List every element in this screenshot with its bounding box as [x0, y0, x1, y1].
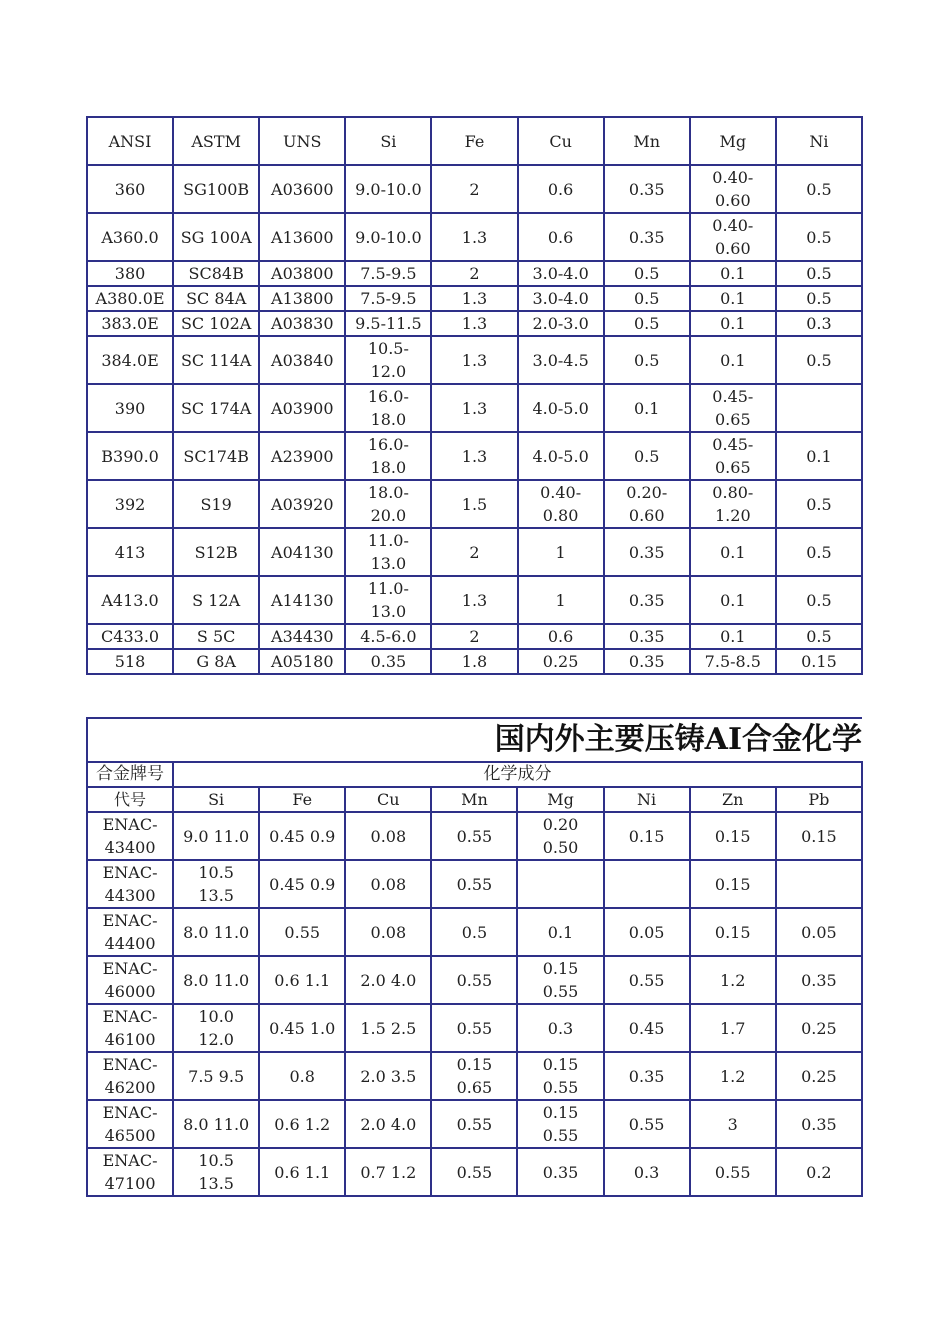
table-cell: 2.0 4.0 — [345, 1100, 431, 1148]
table-row — [87, 311, 862, 336]
table-cell: 0.5 — [776, 576, 862, 624]
table-cell: 0.5 — [776, 624, 862, 649]
table-cell: 1 — [518, 528, 604, 576]
table-cell: S12B — [173, 528, 259, 576]
column-header: UNS — [259, 117, 345, 165]
table-cell: A413.0 — [87, 576, 173, 624]
table-cell: 1.3 — [431, 286, 517, 311]
table-cell: 0.5 — [604, 311, 690, 336]
table-cell: 0.15 — [776, 812, 862, 860]
table-cell: 9.5-11.5 — [345, 311, 431, 336]
table-cell: 7.5-9.5 — [345, 286, 431, 311]
table-cell: 0.55 — [431, 812, 517, 860]
table-title: 国内外主要压铸AI合金化学 — [494, 722, 862, 757]
table-cell: 413 — [87, 528, 173, 576]
table-cell: 4.5-6.0 — [345, 624, 431, 649]
table-cell: 1.3 — [431, 311, 517, 336]
table-cell: 0.55 — [431, 1004, 517, 1052]
table-cell: 0.55 — [431, 1100, 517, 1148]
table-cell: SG 100A — [173, 213, 259, 261]
column-header: Mg — [517, 787, 603, 812]
table-cell: 384.0E — [87, 336, 173, 384]
table-cell: 518 — [87, 649, 173, 674]
table-cell: 383.0E — [87, 311, 173, 336]
table-cell: A04130 — [259, 528, 345, 576]
table-cell: 0.25 — [776, 1052, 862, 1100]
column-header: Cu — [518, 117, 604, 165]
table-cell: 0.8 — [259, 1052, 345, 1100]
table-cell: 2.0-3.0 — [518, 311, 604, 336]
table-cell: 1.2 — [690, 956, 776, 1004]
column-header: Zn — [690, 787, 776, 812]
table-cell: 0.5 — [776, 336, 862, 384]
table-cell: 0.6 — [518, 165, 604, 213]
table-cell: ENAC- 44300 — [87, 860, 173, 908]
table-cell: 0.45 — [604, 1004, 690, 1052]
table-cell: 0.55 — [431, 1148, 517, 1196]
table-cell: 1.2 — [690, 1052, 776, 1100]
table-cell: 3.0-4.0 — [518, 261, 604, 286]
table-cell: 0.5 — [776, 480, 862, 528]
table-cell: 7.5-9.5 — [345, 261, 431, 286]
table-row — [87, 812, 862, 860]
header-row — [87, 117, 862, 165]
column-header: Si — [173, 787, 259, 812]
table-cell: 0.40- 0.60 — [690, 213, 776, 261]
table-cell: B390.0 — [87, 432, 173, 480]
table-cell: 392 — [87, 480, 173, 528]
table-row — [87, 261, 862, 286]
table-cell: SC 84A — [173, 286, 259, 311]
table-cell: 0.1 — [690, 576, 776, 624]
table-cell: 0.45 0.9 — [259, 860, 345, 908]
table-cell: 0.5 — [776, 261, 862, 286]
table-cell: 4.0-5.0 — [518, 432, 604, 480]
table-cell: 0.3 — [776, 311, 862, 336]
table-cell — [776, 860, 862, 908]
die-cast-alloy-chemistry-table — [86, 717, 863, 1197]
table-cell: 0.35 — [776, 1100, 862, 1148]
table-cell: 10.5 13.5 — [173, 860, 259, 908]
table-cell: 0.6 1.2 — [259, 1100, 345, 1148]
table-cell: 0.25 — [518, 649, 604, 674]
table-cell: 0.1 — [690, 624, 776, 649]
table-cell: 0.5 — [776, 528, 862, 576]
table-row — [87, 480, 862, 528]
table-row — [87, 286, 862, 311]
column-header: 代号 — [87, 787, 173, 812]
table-cell: 0.5 — [604, 261, 690, 286]
table-cell: ENAC- 47100 — [87, 1148, 173, 1196]
table-row — [87, 165, 862, 213]
table-row — [87, 624, 862, 649]
header-row — [87, 787, 862, 812]
table-cell: A14130 — [259, 576, 345, 624]
table-cell: 0.6 — [518, 624, 604, 649]
table-cell: 1.3 — [431, 213, 517, 261]
table-cell: ENAC- 46000 — [87, 956, 173, 1004]
table-cell: 8.0 11.0 — [173, 1100, 259, 1148]
table-cell: G 8A — [173, 649, 259, 674]
table-cell: 11.0- 13.0 — [345, 576, 431, 624]
table-cell: 1 — [518, 576, 604, 624]
table-cell: ENAC- 46500 — [87, 1100, 173, 1148]
table-cell: 1.3 — [431, 384, 517, 432]
table-cell: 2 — [431, 261, 517, 286]
table-cell: 0.05 — [604, 908, 690, 956]
table-cell: 0.1 — [690, 528, 776, 576]
table-cell: A05180 — [259, 649, 345, 674]
table-cell: 0.35 — [776, 956, 862, 1004]
table-cell: 1.3 — [431, 336, 517, 384]
title-row — [87, 718, 862, 762]
table-cell: 0.35 — [604, 213, 690, 261]
column-header: ASTM — [173, 117, 259, 165]
chemical-composition-header: 化学成分 — [173, 762, 862, 787]
column-header: Pb — [776, 787, 862, 812]
table-cell: 1.3 — [431, 432, 517, 480]
table-cell: 16.0- 18.0 — [345, 384, 431, 432]
table-cell: 0.25 — [776, 1004, 862, 1052]
table-cell: 0.7 1.2 — [345, 1148, 431, 1196]
table-row — [87, 384, 862, 432]
column-header: Fe — [259, 787, 345, 812]
table-cell: ENAC- 46100 — [87, 1004, 173, 1052]
table-cell: A03830 — [259, 311, 345, 336]
table-cell: 0.08 — [345, 860, 431, 908]
table-cell: 0.45- 0.65 — [690, 432, 776, 480]
table-cell: A23900 — [259, 432, 345, 480]
table-cell: 0.5 — [604, 286, 690, 311]
table-cell: 0.40- 0.60 — [690, 165, 776, 213]
table-cell: 0.6 1.1 — [259, 956, 345, 1004]
column-header: ANSI — [87, 117, 173, 165]
table-cell: 7.5-8.5 — [690, 649, 776, 674]
table-cell: 0.35 — [604, 1052, 690, 1100]
table-cell: A380.0E — [87, 286, 173, 311]
table-cell: 0.45 0.9 — [259, 812, 345, 860]
table-cell: 0.1 — [604, 384, 690, 432]
table-cell: ENAC- 46200 — [87, 1052, 173, 1100]
table-cell: 16.0- 18.0 — [345, 432, 431, 480]
table-cell: 1.3 — [431, 576, 517, 624]
table-cell: 0.1 — [690, 336, 776, 384]
alloy-grade-header: 合金牌号 — [87, 762, 173, 787]
alloy-standards-table — [86, 116, 863, 675]
table-cell: 3 — [690, 1100, 776, 1148]
table-cell: 0.6 — [518, 213, 604, 261]
table-cell: 9.0-10.0 — [345, 165, 431, 213]
table-cell: 11.0- 13.0 — [345, 528, 431, 576]
table-cell: 8.0 11.0 — [173, 908, 259, 956]
table-row — [87, 213, 862, 261]
table-cell: 380 — [87, 261, 173, 286]
table-row — [87, 1052, 862, 1100]
table-row — [87, 1004, 862, 1052]
table-cell: 0.3 — [604, 1148, 690, 1196]
table-cell: 3.0-4.0 — [518, 286, 604, 311]
table-cell: 0.3 — [517, 1004, 603, 1052]
table-cell: 0.55 — [431, 860, 517, 908]
table-cell: 0.5 — [776, 286, 862, 311]
table-cell: 0.5 — [604, 432, 690, 480]
column-header: Ni — [604, 787, 690, 812]
table-cell: A13800 — [259, 286, 345, 311]
table-cell: 1.5 2.5 — [345, 1004, 431, 1052]
table-cell: 4.0-5.0 — [518, 384, 604, 432]
table-cell: 2 — [431, 165, 517, 213]
table-cell: 0.6 1.1 — [259, 1148, 345, 1196]
table-cell: ENAC- 44400 — [87, 908, 173, 956]
table-row — [87, 956, 862, 1004]
table-cell: 0.2 — [776, 1148, 862, 1196]
table-row — [87, 1100, 862, 1148]
table-cell: 0.55 — [259, 908, 345, 956]
table-cell: 0.15 0.55 — [517, 1100, 603, 1148]
table-cell: 8.0 11.0 — [173, 956, 259, 1004]
table-cell: 0.15 0.55 — [517, 1052, 603, 1100]
table-row — [87, 649, 862, 674]
table-cell: 0.08 — [345, 908, 431, 956]
table-cell: 0.15 0.65 — [431, 1052, 517, 1100]
table-cell: S 5C — [173, 624, 259, 649]
table-cell: SC174B — [173, 432, 259, 480]
table-cell: 0.20 0.50 — [517, 812, 603, 860]
table-cell: A34430 — [259, 624, 345, 649]
table-cell: 0.80- 1.20 — [690, 480, 776, 528]
table-cell: 2 — [431, 624, 517, 649]
table-cell: SC 174A — [173, 384, 259, 432]
table-row — [87, 576, 862, 624]
table-cell: 360 — [87, 165, 173, 213]
table-cell: 0.1 — [517, 908, 603, 956]
table-cell: 0.5 — [431, 908, 517, 956]
table-cell: 0.1 — [690, 286, 776, 311]
table-row — [87, 528, 862, 576]
table-cell: SG100B — [173, 165, 259, 213]
table-cell: 0.45- 0.65 — [690, 384, 776, 432]
group-header-row — [87, 762, 862, 787]
column-header: Ni — [776, 117, 862, 165]
table-cell: A03800 — [259, 261, 345, 286]
table-cell: 10.0 12.0 — [173, 1004, 259, 1052]
table-cell — [517, 860, 603, 908]
table-cell: 10.5- 12.0 — [345, 336, 431, 384]
table-cell: 0.35 — [345, 649, 431, 674]
column-header: Cu — [345, 787, 431, 812]
column-header: Mg — [690, 117, 776, 165]
table-cell: 0.05 — [776, 908, 862, 956]
table-cell: 0.5 — [776, 213, 862, 261]
table-cell: A13600 — [259, 213, 345, 261]
table-cell — [776, 384, 862, 432]
table-cell: 0.08 — [345, 812, 431, 860]
table-cell: 390 — [87, 384, 173, 432]
table-cell: 0.35 — [604, 528, 690, 576]
table-cell: 0.20- 0.60 — [604, 480, 690, 528]
table-cell: A03900 — [259, 384, 345, 432]
table-cell: 0.15 — [604, 812, 690, 860]
table-cell: 2.0 3.5 — [345, 1052, 431, 1100]
table-cell: 0.35 — [604, 165, 690, 213]
table-cell: 0.1 — [690, 311, 776, 336]
table-row — [87, 1148, 862, 1196]
table-cell: A03840 — [259, 336, 345, 384]
column-header: Mn — [604, 117, 690, 165]
table-row — [87, 432, 862, 480]
table-cell: 0.15 — [776, 649, 862, 674]
table-cell: 7.5 9.5 — [173, 1052, 259, 1100]
table-cell: 0.15 0.55 — [517, 956, 603, 1004]
table-cell: 0.35 — [604, 576, 690, 624]
table-cell: A360.0 — [87, 213, 173, 261]
table-cell: 0.55 — [431, 956, 517, 1004]
table-row — [87, 908, 862, 956]
table-cell: 0.35 — [517, 1148, 603, 1196]
table-cell: A03920 — [259, 480, 345, 528]
table-title-cell — [87, 718, 862, 762]
column-header: Fe — [431, 117, 517, 165]
table-cell: 0.35 — [604, 649, 690, 674]
table-row — [87, 860, 862, 908]
table-cell: 0.55 — [690, 1148, 776, 1196]
table-cell: 2 — [431, 528, 517, 576]
table-cell: S19 — [173, 480, 259, 528]
table-cell: SC 102A — [173, 311, 259, 336]
table-cell: 9.0 11.0 — [173, 812, 259, 860]
table-cell: 0.15 — [690, 812, 776, 860]
table-row — [87, 336, 862, 384]
table-cell: 9.0-10.0 — [345, 213, 431, 261]
table-cell: 0.1 — [776, 432, 862, 480]
table-cell: 0.45 1.0 — [259, 1004, 345, 1052]
table-cell: 0.35 — [604, 624, 690, 649]
table-cell — [604, 860, 690, 908]
table-cell: 18.0- 20.0 — [345, 480, 431, 528]
table-cell: 2.0 4.0 — [345, 956, 431, 1004]
table-cell: 10.5 13.5 — [173, 1148, 259, 1196]
table-cell: 0.40- 0.80 — [518, 480, 604, 528]
table-cell: 1.5 — [431, 480, 517, 528]
table-cell: 0.5 — [776, 165, 862, 213]
table-cell: 0.5 — [604, 336, 690, 384]
table-cell: A03600 — [259, 165, 345, 213]
table-cell: 0.15 — [690, 908, 776, 956]
table-cell: 0.55 — [604, 1100, 690, 1148]
table-cell: SC 114A — [173, 336, 259, 384]
table-cell: 0.1 — [690, 261, 776, 286]
table-cell: 3.0-4.5 — [518, 336, 604, 384]
table-cell: 1.8 — [431, 649, 517, 674]
table-cell: ENAC- 43400 — [87, 812, 173, 860]
column-header: Si — [345, 117, 431, 165]
table-cell: 1.7 — [690, 1004, 776, 1052]
table-cell: 0.15 — [690, 860, 776, 908]
table-cell: S 12A — [173, 576, 259, 624]
column-header: Mn — [431, 787, 517, 812]
table-cell: C433.0 — [87, 624, 173, 649]
table-cell: 0.55 — [604, 956, 690, 1004]
table-cell: SC84B — [173, 261, 259, 286]
